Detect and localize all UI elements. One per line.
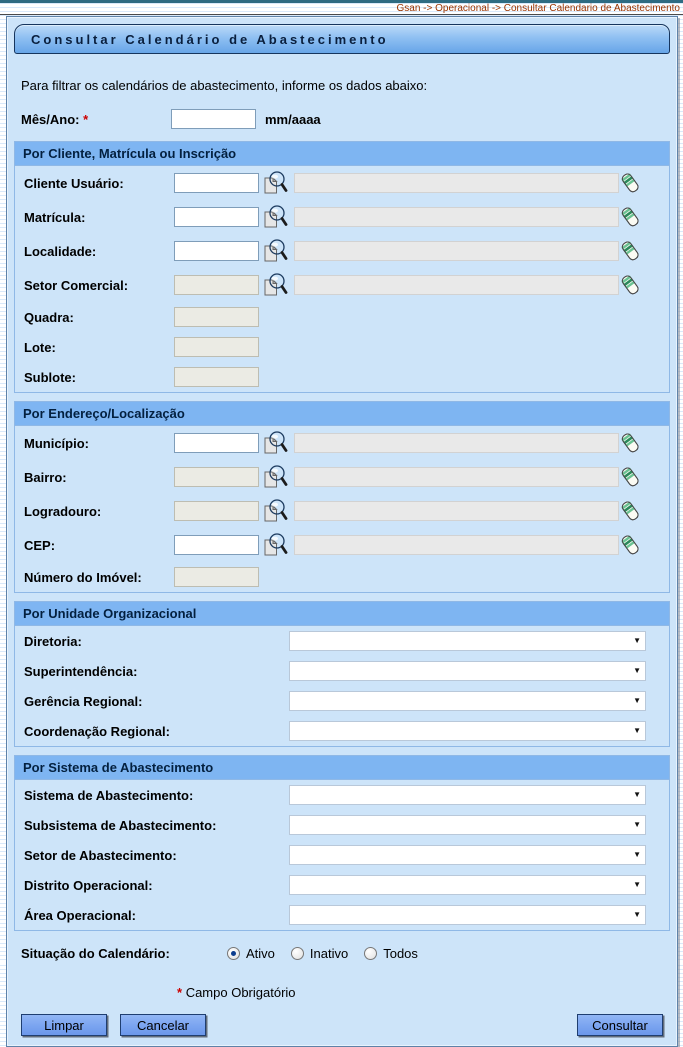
- search-icon[interactable]: [262, 430, 288, 456]
- setor-comercial-row: [15, 268, 669, 302]
- lote-row: [15, 332, 669, 362]
- intro-text: Para filtrar os calendários de abastecimento, informe os dados abaixo:: [21, 78, 428, 93]
- chevron-down-icon: ▼: [633, 696, 641, 705]
- superintendencia-row: [15, 656, 669, 686]
- distrito-operacional-select[interactable]: [289, 875, 646, 895]
- cep-display: [294, 535, 619, 555]
- distrito-operacional-label: Distrito Operacional:: [24, 877, 153, 893]
- eraser-icon[interactable]: [619, 465, 641, 489]
- localidade-row: [15, 234, 669, 268]
- subsistema-abastecimento-label: Subsistema de Abastecimento:: [24, 817, 217, 833]
- matricula-row: [15, 200, 669, 234]
- mes-ano-input[interactable]: [171, 109, 256, 129]
- situacao-calendario-row: [12, 939, 672, 969]
- municipio-input[interactable]: [174, 433, 259, 453]
- situacao-calendario-label: Situação do Calendário:: [21, 945, 170, 961]
- eraser-icon[interactable]: [619, 239, 641, 263]
- superintendencia-label: Superintendência:: [24, 663, 138, 679]
- coordenacao-regional-label: Coordenação Regional:: [24, 723, 170, 739]
- search-icon[interactable]: [262, 532, 288, 558]
- required-asterisk: *: [177, 985, 183, 1000]
- page-title: Consultar Calendário de Abastecimento: [14, 24, 670, 54]
- mes-ano-row: [12, 109, 672, 129]
- area-operacional-label: Área Operacional:: [24, 907, 136, 923]
- chevron-down-icon: ▼: [633, 820, 641, 829]
- municipio-display: [294, 433, 619, 453]
- cliente-usuario-row: [15, 166, 669, 200]
- eraser-icon[interactable]: [619, 533, 641, 557]
- setor-comercial-display: [294, 275, 619, 295]
- gerencia-regional-label: Gerência Regional:: [24, 693, 143, 709]
- coordenacao-regional-select[interactable]: [289, 721, 646, 741]
- radio-ativo-label: Ativo: [246, 945, 275, 961]
- mes-ano-label: [21, 112, 171, 127]
- bairro-label: Bairro:: [24, 469, 67, 485]
- chevron-down-icon: ▼: [633, 726, 641, 735]
- section-sistema: [14, 755, 670, 931]
- quadra-row: [15, 302, 669, 332]
- cliente-usuario-label: Cliente Usuário:: [24, 175, 124, 191]
- subsistema-abastecimento-select[interactable]: [289, 815, 646, 835]
- required-asterisk: *: [83, 111, 89, 127]
- breadcrumb[interactable]: Gsan -> Operacional -> Consultar Calendario de Abastecimento: [0, 3, 683, 15]
- bairro-display: [294, 467, 619, 487]
- section-cliente: [14, 141, 670, 393]
- matricula-label: Matrícula:: [24, 209, 86, 225]
- form-container: [6, 16, 678, 1047]
- cep-input[interactable]: [174, 535, 259, 555]
- setor-abastecimento-select[interactable]: [289, 845, 646, 865]
- sublote-row: [15, 362, 669, 392]
- cliente-usuario-display: [294, 173, 619, 193]
- lote-input: [174, 337, 259, 357]
- diretoria-select[interactable]: [289, 631, 646, 651]
- municipio-label: Município:: [24, 435, 89, 451]
- municipio-row: [15, 426, 669, 460]
- chevron-down-icon: ▼: [633, 850, 641, 859]
- diretoria-row: [15, 626, 669, 656]
- radio-inativo-label: Inativo: [309, 945, 349, 961]
- matricula-input[interactable]: [174, 207, 259, 227]
- logradouro-display: [294, 501, 619, 521]
- sublote-input: [174, 367, 259, 387]
- lote-label: Lote:: [24, 339, 56, 355]
- mes-ano-label-text: Mês/Ano:: [21, 111, 80, 127]
- bairro-input: [174, 467, 259, 487]
- gerencia-regional-row: [15, 686, 669, 716]
- required-note-text: Campo Obrigatório: [185, 985, 296, 1000]
- chevron-down-icon: ▼: [633, 790, 641, 799]
- section-endereco: [14, 401, 670, 593]
- cep-label: CEP:: [24, 537, 56, 553]
- logradouro-label: Logradouro:: [24, 503, 102, 519]
- matricula-display: [294, 207, 619, 227]
- gerencia-regional-select[interactable]: [289, 691, 646, 711]
- quadra-input: [174, 307, 259, 327]
- eraser-icon[interactable]: [619, 205, 641, 229]
- section-endereco-header: Por Endereço/Localização: [15, 402, 669, 426]
- setor-comercial-input: [174, 275, 259, 295]
- numero-imovel-input: [174, 567, 259, 587]
- logradouro-input: [174, 501, 259, 521]
- eraser-icon[interactable]: [619, 431, 641, 455]
- search-icon[interactable]: [262, 238, 288, 264]
- section-cliente-header: Por Cliente, Matrícula ou Inscrição: [15, 142, 669, 166]
- search-icon[interactable]: [262, 272, 288, 298]
- cliente-usuario-input[interactable]: [174, 173, 259, 193]
- superintendencia-select[interactable]: [289, 661, 646, 681]
- situacao-radio-group: [227, 946, 428, 961]
- section-unidade: [14, 601, 670, 747]
- cep-row: [15, 528, 669, 562]
- cancelar-button[interactable]: Cancelar: [120, 1014, 206, 1036]
- setor-abastecimento-label: Setor de Abastecimento:: [24, 847, 177, 863]
- bairro-row: [15, 460, 669, 494]
- sistema-abastecimento-select[interactable]: [289, 785, 646, 805]
- search-icon[interactable]: [262, 498, 288, 524]
- radio-todos-label: Todos: [383, 945, 418, 961]
- setor-abastecimento-row: [15, 840, 669, 870]
- numero-imovel-label: Número do Imóvel:: [24, 569, 142, 585]
- subsistema-abastecimento-row: [15, 810, 669, 840]
- chevron-down-icon: ▼: [633, 636, 641, 645]
- logradouro-row: [15, 494, 669, 528]
- sublote-label: Sublote:: [24, 369, 76, 385]
- eraser-icon[interactable]: [619, 273, 641, 297]
- coordenacao-regional-row: [15, 716, 669, 746]
- section-sistema-header: Por Sistema de Abastecimento: [15, 756, 669, 780]
- required-field-note: [12, 985, 672, 1000]
- eraser-icon[interactable]: [619, 499, 641, 523]
- search-icon[interactable]: [262, 464, 288, 490]
- area-operacional-select[interactable]: [289, 905, 646, 925]
- chevron-down-icon: ▼: [633, 880, 641, 889]
- distrito-operacional-row: [15, 870, 669, 900]
- setor-comercial-label: Setor Comercial:: [24, 277, 129, 293]
- radio-todos[interactable]: [364, 947, 377, 960]
- radio-inativo[interactable]: [291, 947, 304, 960]
- numero-imovel-row: [15, 562, 669, 592]
- consultar-button[interactable]: Consultar: [577, 1014, 663, 1036]
- limpar-button[interactable]: Limpar: [21, 1014, 107, 1036]
- sistema-abastecimento-row: [15, 780, 669, 810]
- form-buttons: [12, 1010, 672, 1038]
- localidade-input[interactable]: [174, 241, 259, 261]
- search-icon[interactable]: [262, 204, 288, 230]
- sistema-abastecimento-label: Sistema de Abastecimento:: [24, 787, 194, 803]
- quadra-label: Quadra:: [24, 309, 74, 325]
- localidade-display: [294, 241, 619, 261]
- search-icon[interactable]: [262, 170, 288, 196]
- chevron-down-icon: ▼: [633, 910, 641, 919]
- area-operacional-row: [15, 900, 669, 930]
- eraser-icon[interactable]: [619, 171, 641, 195]
- diretoria-label: Diretoria:: [24, 633, 82, 649]
- localidade-label: Localidade:: [24, 243, 97, 259]
- chevron-down-icon: ▼: [633, 666, 641, 675]
- section-unidade-header: Por Unidade Organizacional: [15, 602, 669, 626]
- radio-ativo[interactable]: [227, 947, 240, 960]
- mes-ano-format-hint: mm/aaaa: [265, 111, 321, 127]
